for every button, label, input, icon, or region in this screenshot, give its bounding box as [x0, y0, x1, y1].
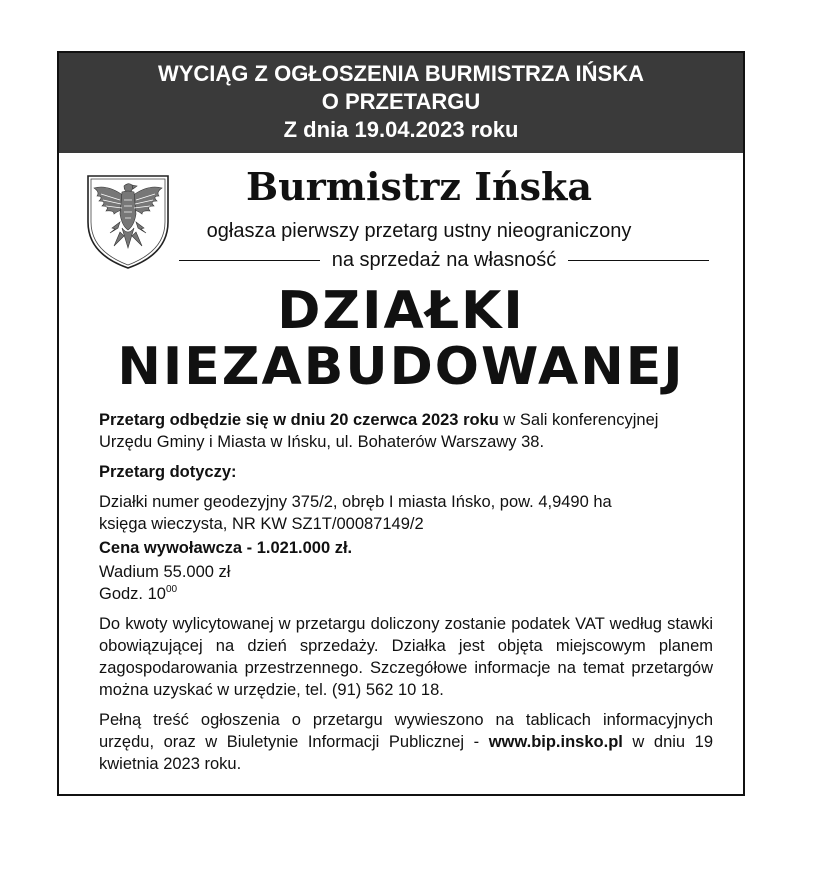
auction-date-bold: Przetarg odbędzie się w dniu 20 czerwca 2023 roku — [99, 411, 499, 429]
notice-text-a: Pełną treść ogłoszenia o przetargu wywieszono na tablicach informacyjnych urzędu, oraz w Biuletynie Informacji Publicznej - — [99, 711, 713, 751]
auction-date-paragraph — [99, 409, 713, 453]
mayor-title: Burmistrz Ińska — [246, 164, 592, 209]
vat-paragraph: Do kwoty wylicytowanej w przetargu doliczony zostanie podatek VAT według stawki obowiązującej na dzień sprzedaży. Działka jest objęta miejscowym planem zagospodarowania przestrzennego. Szczegółowe informacje na temat przetargów można uzyskać w urzędzie, tel. (91) 562 10 18. — [99, 615, 713, 699]
subtitle-sale-row — [179, 248, 709, 272]
announcement-frame — [57, 51, 745, 796]
plot-line-2: księga wieczysta, NR KW SZ1T/00087149/2 — [99, 515, 424, 533]
eagle-coat-of-arms-icon — [84, 170, 172, 270]
hour — [99, 583, 713, 605]
header-line-2: O PRZETARGU — [321, 89, 481, 114]
left-rule — [179, 260, 320, 261]
headline-undeveloped: NIEZABUDOWANEJ — [117, 337, 685, 397]
bip-link[interactable]: www.bip.insko.pl — [488, 733, 623, 751]
header-line-1: WYCIĄG Z OGŁOSZENIA BURMISTRZA IŃSKA — [157, 61, 645, 86]
auction-venue: w Sali konferencyjnej Urzędu Gminy i Miasta w Ińsku, ul. Bohaterów Warszawy 38. — [99, 411, 659, 451]
subtitle-announcement: ogłasza pierwszy przetarg ustny nieograniczony — [206, 220, 632, 242]
notice-paragraph — [99, 709, 713, 775]
header-line-3: Z dnia 19.04.2023 roku — [283, 117, 519, 142]
deposit: Wadium 55.000 zł — [99, 563, 231, 581]
right-rule — [568, 260, 709, 261]
plot-line-1: Działki numer geodezyjny 375/2, obręb I miasta Ińsko, pow. 4,9490 ha — [99, 493, 612, 511]
header-banner — [59, 53, 743, 153]
starting-price: Cena wywoławcza - 1.021.000 zł. — [99, 539, 353, 557]
notice-text-b: w dniu 19 kwietnia 2023 roku. — [99, 733, 714, 773]
announcement-body — [99, 409, 713, 775]
hour-label: Godz. 10 — [99, 585, 166, 603]
subject-label: Przetarg dotyczy: — [99, 463, 237, 481]
headline-plots: DZIAŁKI — [277, 281, 525, 341]
hour-minutes: 00 — [165, 584, 178, 595]
subtitle-sale: na sprzedaż na własność — [331, 249, 557, 271]
